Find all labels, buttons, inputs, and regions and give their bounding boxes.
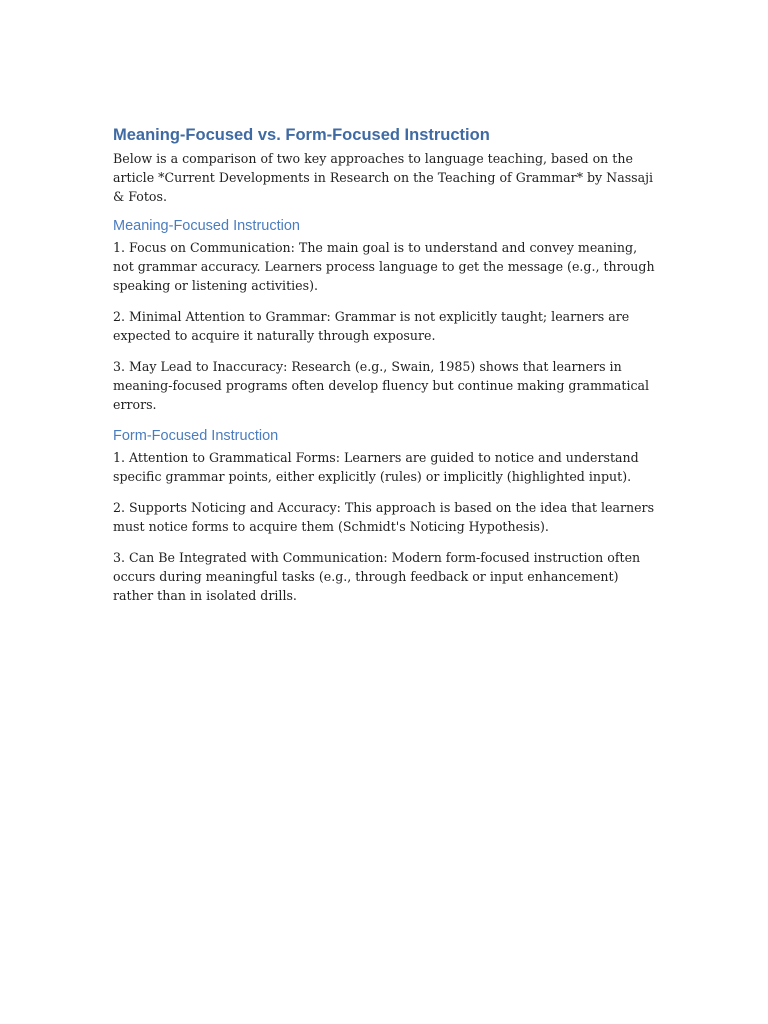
list-item: 3. Can Be Integrated with Communication: Modern form-focused instruction often occurs during meaningful tasks (e.g., through feedback or input enhancement) rather than in isolated drills. (113, 550, 641, 603)
list-item: 1. Focus on Communication: The main goal is to understand and convey meaning, not grammar accuracy. Learners process language to get the message (e.g., through speaking or listening activities). (113, 240, 655, 293)
document-page (113, 124, 661, 617)
section-heading: Form-Focused Instruction (113, 428, 279, 444)
list-item: 1. Attention to Grammatical Forms: Learners are guided to notice and understand specific grammar points, either explicitly (rules) or implicitly (highlighted input). (113, 450, 639, 484)
list-item: 3. May Lead to Inaccuracy: Research (e.g., Swain, 1985) shows that learners in meaning-focused programs often develop fluency but continue making grammatical errors. (113, 359, 650, 412)
list-item: 2. Supports Noticing and Accuracy: This approach is based on the idea that learners must notice forms to acquire them (Schmidt's Noticing Hypothesis). (113, 500, 655, 534)
document-title: Meaning-Focused vs. Form-Focused Instruction (113, 126, 490, 144)
section-meaning-focused (113, 216, 661, 414)
section-heading: Meaning-Focused Instruction (113, 218, 300, 234)
section-form-focused (113, 426, 661, 605)
intro-paragraph: Below is a comparison of two key approaches to language teaching, based on the article *Current Developments in Research on the Teaching of Grammar* by Nassaji & Fotos. (113, 151, 654, 204)
list-item: 2. Minimal Attention to Grammar: Grammar is not explicitly taught; learners are expected to acquire it naturally through exposure. (113, 309, 630, 343)
